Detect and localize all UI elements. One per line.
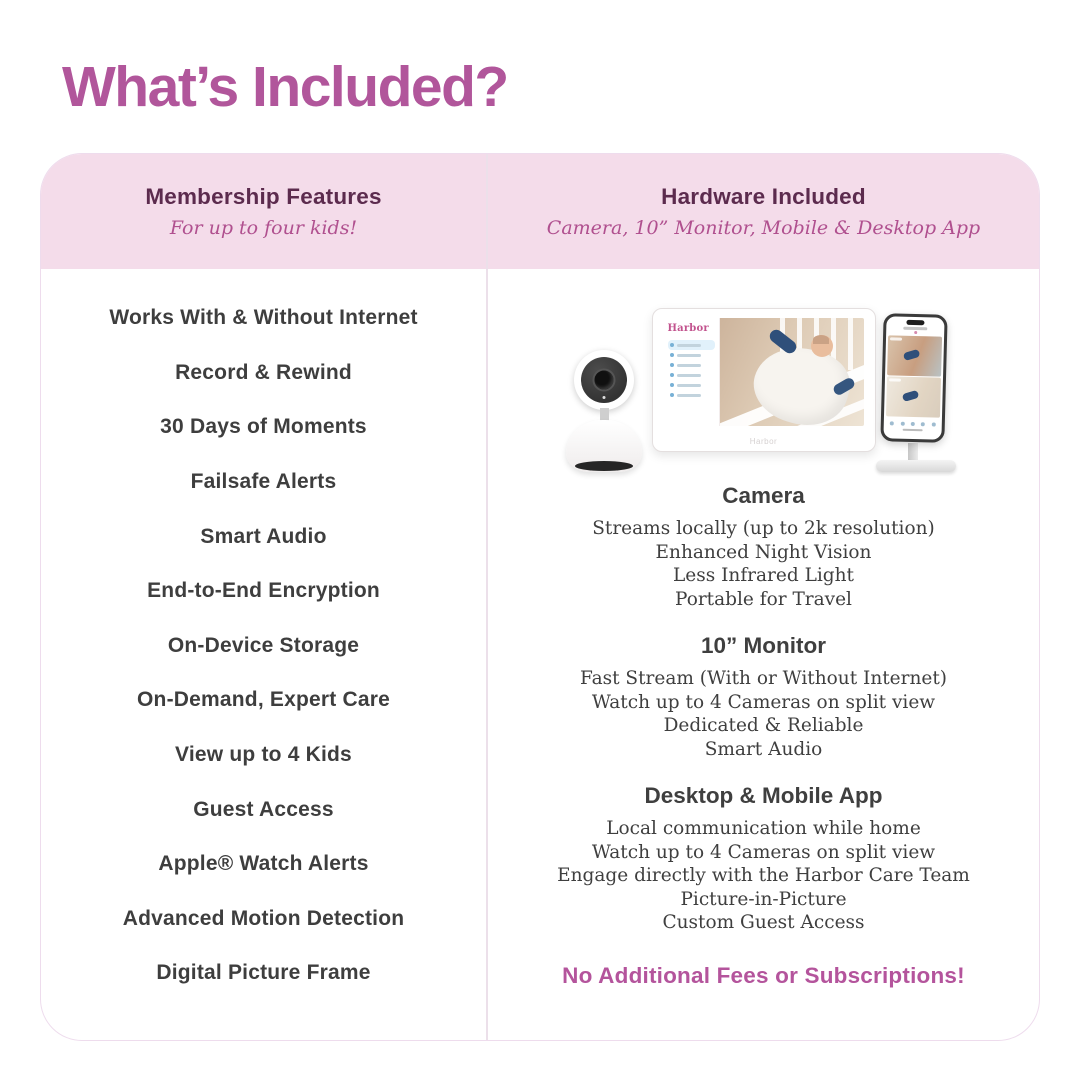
hardware-header-band bbox=[488, 154, 1039, 269]
feature-item: Guest Access bbox=[193, 797, 334, 821]
monitor-nav-item bbox=[668, 340, 715, 350]
baby-crib-photo bbox=[720, 318, 864, 426]
monitor-screen bbox=[664, 318, 864, 426]
camera-face bbox=[581, 357, 627, 403]
monitor-nav-list bbox=[668, 340, 715, 400]
feature-item: Failsafe Alerts bbox=[190, 470, 337, 494]
phone-app-accent-dot bbox=[913, 331, 916, 334]
monitor-section-items bbox=[488, 667, 1039, 761]
phone-app-title-skeleton bbox=[903, 327, 927, 331]
hardware-detail: Less Infrared Light bbox=[673, 565, 854, 586]
monitor-device bbox=[652, 308, 876, 452]
phone-stand-stem bbox=[908, 443, 918, 461]
phone-tab-bar bbox=[883, 418, 941, 429]
camera-base bbox=[566, 420, 642, 472]
monitor-nav-item bbox=[668, 380, 715, 390]
monitor-nav-item bbox=[668, 390, 715, 400]
camera-device bbox=[574, 350, 634, 410]
hardware-detail: Local communication while home bbox=[606, 818, 921, 839]
tab-icon bbox=[910, 421, 914, 425]
nav-bullet-icon bbox=[670, 393, 674, 397]
harbor-logo: Harbor bbox=[667, 323, 709, 334]
page-title: What’s Included? bbox=[62, 55, 508, 119]
tab-icon bbox=[900, 421, 904, 425]
nav-bullet-icon bbox=[670, 353, 674, 357]
nav-bullet-icon bbox=[670, 373, 674, 377]
membership-header-band bbox=[41, 154, 486, 269]
membership-feature-list bbox=[41, 269, 486, 1001]
tab-icon bbox=[921, 422, 925, 426]
hardware-detail: Smart Audio bbox=[704, 738, 823, 760]
hardware-detail: Watch up to 4 Cameras on split view bbox=[591, 841, 936, 863]
tab-icon bbox=[890, 421, 894, 425]
feature-item: On-Device Storage bbox=[167, 633, 360, 657]
hardware-detail: Dedicated & Reliable bbox=[663, 715, 864, 736]
hardware-detail: Custom Guest Access bbox=[662, 912, 865, 933]
feature-item: Smart Audio bbox=[200, 524, 327, 548]
feature-item: Advanced Motion Detection bbox=[122, 906, 405, 930]
hardware-detail: Streams locally (up to 2k resolution) bbox=[592, 518, 935, 539]
monitor-nav-item bbox=[668, 360, 715, 370]
hardware-subtitle: Camera, 10” Monitor, Mobile & Desktop App bbox=[546, 217, 981, 239]
monitor-section-heading: 10” Monitor bbox=[700, 633, 826, 658]
hardware-title: Hardware Included bbox=[661, 184, 866, 209]
hardware-detail: Watch up to 4 Cameras on split view bbox=[591, 691, 936, 713]
phone-camera-tile bbox=[887, 335, 942, 376]
feature-item: On-Demand, Expert Care bbox=[137, 688, 390, 712]
hardware-detail: Portable for Travel bbox=[675, 588, 852, 610]
feature-item: Digital Picture Frame bbox=[156, 961, 371, 985]
tab-icon bbox=[931, 422, 935, 426]
no-fees-note: No Additional Fees or Subscriptions! bbox=[562, 962, 965, 988]
phone-notch bbox=[906, 320, 924, 325]
included-card bbox=[40, 153, 1040, 1041]
monitor-nav-item bbox=[668, 370, 715, 380]
monitor-bezel-wordmark: Harbor bbox=[749, 437, 778, 446]
hardware-detail: Enhanced Night Vision bbox=[655, 541, 872, 563]
nav-bullet-icon bbox=[670, 343, 674, 347]
phone-device bbox=[880, 313, 947, 443]
product-image bbox=[564, 304, 964, 479]
camera-section-items bbox=[488, 517, 1039, 611]
membership-column bbox=[41, 154, 488, 1040]
feature-item: 30 Days of Moments bbox=[160, 415, 367, 439]
phone-stand-base bbox=[876, 460, 956, 472]
nav-bullet-icon bbox=[670, 363, 674, 367]
camera-lens-icon bbox=[592, 369, 615, 392]
phone-camera-tile bbox=[885, 376, 940, 417]
membership-subtitle: For up to four kids! bbox=[169, 217, 358, 239]
camera-section-heading: Camera bbox=[722, 483, 805, 508]
hardware-detail: Fast Stream (With or Without Internet) bbox=[580, 668, 947, 689]
feature-item: Apple® Watch Alerts bbox=[158, 852, 369, 876]
nav-bullet-icon bbox=[670, 383, 674, 387]
hardware-detail: Engage directly with the Harbor Care Team bbox=[557, 865, 970, 886]
feature-item: End-to-End Encryption bbox=[147, 579, 380, 603]
monitor-nav-item bbox=[668, 350, 715, 360]
membership-title: Membership Features bbox=[145, 184, 382, 209]
phone-home-indicator bbox=[902, 429, 922, 432]
app-section-items bbox=[488, 817, 1039, 935]
feature-item: Works With & Without Internet bbox=[109, 306, 418, 330]
hardware-column bbox=[488, 154, 1039, 1040]
feature-item: Record & Rewind bbox=[175, 360, 352, 384]
feature-item: View up to 4 Kids bbox=[175, 743, 352, 767]
app-section-heading: Desktop & Mobile App bbox=[644, 783, 883, 808]
monitor-app-sidebar bbox=[664, 318, 720, 426]
hardware-detail: Picture-in-Picture bbox=[680, 888, 847, 910]
